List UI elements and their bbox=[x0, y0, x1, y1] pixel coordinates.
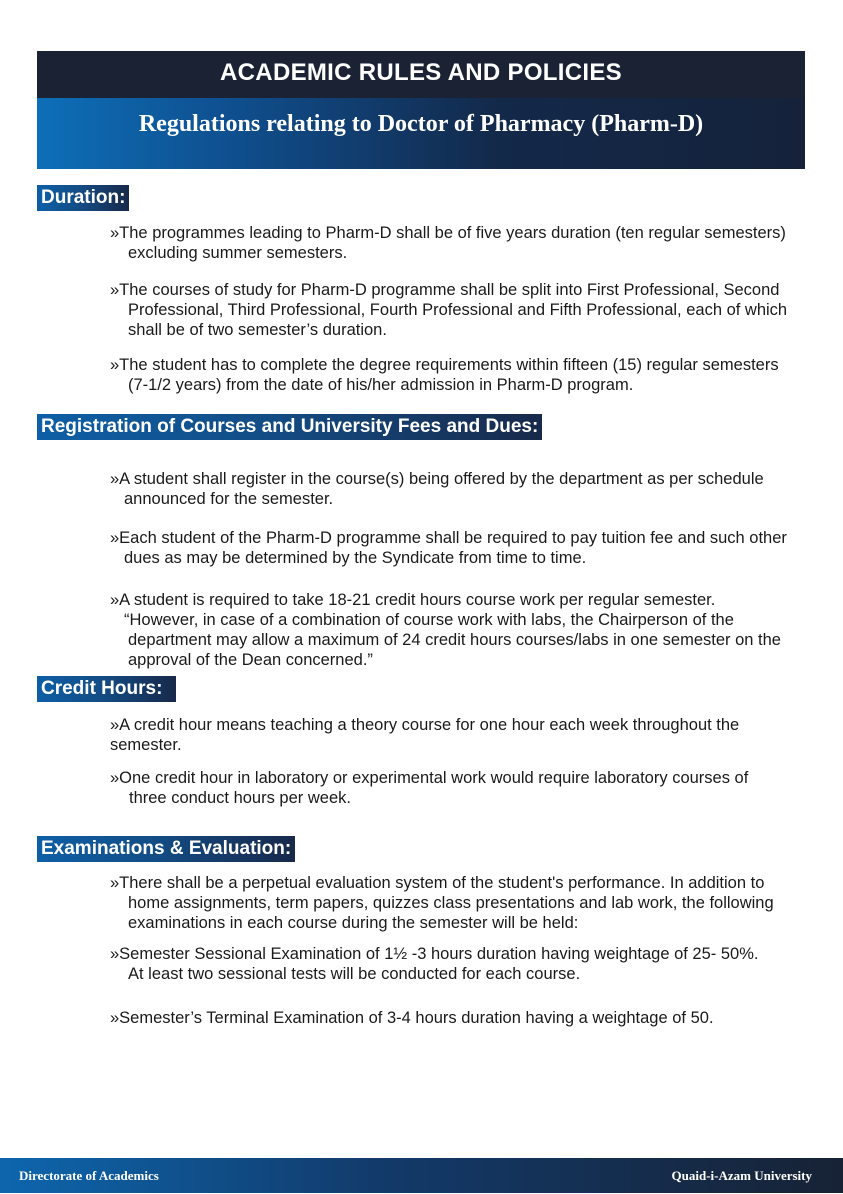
text-line: approval of the Dean concerned.” bbox=[128, 651, 373, 669]
paragraph bbox=[110, 873, 810, 933]
text-line: shall be of two semester’s duration. bbox=[128, 321, 387, 339]
section-heading-examinations: Examinations & Evaluation: bbox=[37, 836, 295, 862]
text-line: »Semester’s Terminal Examination of 3-4 hours duration having a weightage of 50. bbox=[110, 1009, 714, 1027]
text-line: »The courses of study for Pharm-D programme shall be split into First Professional, Second bbox=[110, 281, 780, 299]
text-line: »Each student of the Pharm-D programme shall be required to pay tuition fee and such other bbox=[110, 529, 787, 547]
text-line: At least two sessional tests will be conducted for each course. bbox=[128, 965, 581, 983]
paragraph bbox=[110, 528, 810, 568]
text-line: Professional, Third Professional, Fourth Professional and Fifth Professional, each of which bbox=[128, 301, 788, 319]
text-line: »The student has to complete the degree requirements within fifteen (15) regular semesters bbox=[110, 356, 779, 374]
paragraph bbox=[110, 768, 810, 808]
text-line: semester. bbox=[110, 736, 182, 754]
text-line: »A student shall register in the course(s) being offered by the department as per schedule bbox=[110, 470, 764, 488]
footer-university: Quaid-i-Azam University bbox=[671, 1168, 812, 1183]
text-line: »The programmes leading to Pharm-D shall be of five years duration (ten regular semesters) bbox=[110, 224, 786, 242]
text-line: »A student is required to take 18-21 credit hours course work per regular semester. bbox=[110, 591, 716, 609]
text-line: home assignments, term papers, quizzes class presentations and lab work, the following bbox=[128, 894, 774, 912]
paragraph bbox=[110, 223, 810, 263]
page-header bbox=[37, 51, 805, 169]
text-line: »Semester Sessional Examination of 1½ -3 hours duration having weightage of 25- 50%. bbox=[110, 945, 759, 963]
text-line: three conduct hours per week. bbox=[129, 789, 351, 807]
page-title: ACADEMIC RULES AND POLICIES bbox=[220, 59, 622, 86]
text-line: examinations in each course during the semester will be held: bbox=[128, 914, 579, 932]
text-line: “However, in case of a combination of course work with labs, the Chairperson of the bbox=[124, 611, 734, 629]
text-line: »There shall be a perpetual evaluation system of the student's performance. In addition to bbox=[110, 874, 765, 892]
footer-directorate: Directorate of Academics bbox=[19, 1168, 159, 1183]
section-heading-duration: Duration: bbox=[37, 185, 129, 211]
text-line: announced for the semester. bbox=[124, 490, 334, 508]
text-line: excluding summer semesters. bbox=[128, 244, 348, 262]
page-footer bbox=[0, 1158, 843, 1193]
paragraph bbox=[110, 944, 810, 984]
paragraph bbox=[110, 715, 810, 755]
paragraph bbox=[110, 280, 810, 340]
text-line: »One credit hour in laboratory or experimental work would require laboratory courses of bbox=[110, 769, 749, 787]
text-line: (7-1/2 years) from the date of his/her admission in Pharm-D program. bbox=[128, 376, 634, 394]
paragraph bbox=[110, 469, 810, 509]
paragraph bbox=[110, 590, 810, 670]
text-line: department may allow a maximum of 24 credit hours courses/labs in one semester on the bbox=[128, 631, 781, 649]
section-heading-credit-hours: Credit Hours: bbox=[37, 676, 176, 702]
section-heading-registration: Registration of Courses and University Fees and Dues: bbox=[37, 414, 542, 440]
text-line: »A credit hour means teaching a theory course for one hour each week throughout the bbox=[110, 716, 740, 734]
paragraph bbox=[110, 1008, 810, 1028]
page-subtitle: Regulations relating to Doctor of Pharmacy (Pharm-D) bbox=[138, 111, 704, 137]
text-line: dues as may be determined by the Syndicate from time to time. bbox=[124, 549, 587, 567]
paragraph bbox=[110, 355, 810, 395]
